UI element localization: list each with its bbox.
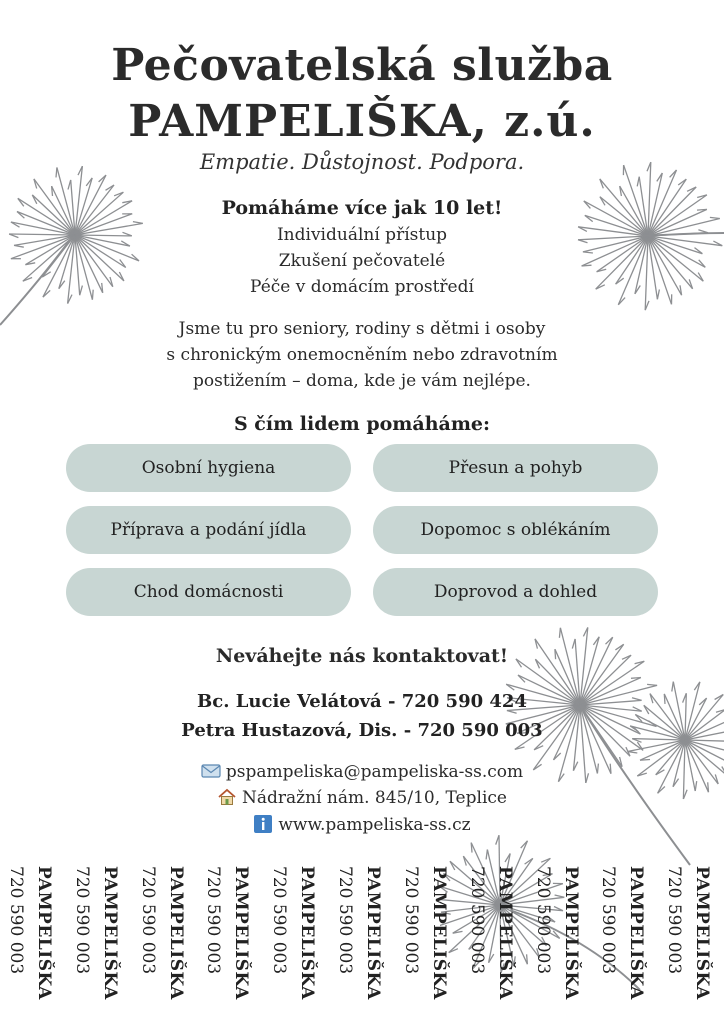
page-title-line-2: PAMPELIŠKA, z.ú. xyxy=(128,96,596,147)
tear-off-name: PAMPELIŠKA xyxy=(231,866,251,1000)
tear-off-strips xyxy=(0,862,724,1024)
web-link[interactable]: www.pampeliska-ss.cz xyxy=(278,815,471,835)
tear-off-name: PAMPELIŠKA xyxy=(297,866,317,1000)
intro-point: Péče v domácím prostředí xyxy=(250,277,474,297)
tear-off-tab[interactable] xyxy=(662,866,722,1016)
tear-off-tab[interactable] xyxy=(267,866,327,1016)
contact-person: Petra Hustazová, Dis. - 720 590 003 xyxy=(181,720,543,741)
tear-off-phone: 720 590 003 xyxy=(401,866,421,975)
info-icon xyxy=(253,815,273,833)
tear-off-name: PAMPELIŠKA xyxy=(495,866,515,1000)
description-line: postižením – doma, kde je vám nejlépe. xyxy=(193,371,531,391)
tear-off-name: PAMPELIŠKA xyxy=(100,866,120,1000)
intro-point: Zkušení pečovatelé xyxy=(278,251,446,271)
email-row xyxy=(0,762,724,782)
tear-off-tab[interactable] xyxy=(201,866,261,1016)
tear-off-name: PAMPELIŠKA xyxy=(363,866,383,1000)
service-pill: Příprava a podání jídla xyxy=(66,506,351,554)
service-pill: Dopomoc s oblékáním xyxy=(373,506,658,554)
address-row xyxy=(0,788,724,808)
intro-headline: Pomáháme více jak 10 let! xyxy=(221,197,503,219)
tear-off-phone: 720 590 003 xyxy=(138,866,158,975)
tear-off-name: PAMPELIŠKA xyxy=(34,866,54,1000)
tear-off-name: PAMPELIŠKA xyxy=(561,866,581,1000)
tear-off-name: PAMPELIŠKA xyxy=(692,866,712,1000)
service-pill: Osobní hygiena xyxy=(66,444,351,492)
description-line: Jsme tu pro seniory, rodiny s dětmi i osoby xyxy=(178,319,546,339)
tear-off-phone: 720 590 003 xyxy=(533,866,553,975)
service-pill: Chod domácnosti xyxy=(66,568,351,616)
web-row xyxy=(0,815,724,835)
tear-off-name: PAMPELIŠKA xyxy=(429,866,449,1000)
tear-off-phone: 720 590 003 xyxy=(6,866,26,975)
page-title-line-1: Pečovatelská služba xyxy=(111,40,613,91)
tear-off-name: PAMPELIŠKA xyxy=(166,866,186,1000)
tear-off-tab[interactable] xyxy=(465,866,525,1016)
contact-person: Bc. Lucie Velátová - 720 590 424 xyxy=(197,691,527,712)
service-pill: Přesun a pohyb xyxy=(373,444,658,492)
tear-off-name: PAMPELIŠKA xyxy=(626,866,646,1000)
service-pill: Doprovod a dohled xyxy=(373,568,658,616)
tear-off-phone: 720 590 003 xyxy=(598,866,618,975)
tear-off-phone: 720 590 003 xyxy=(467,866,487,975)
services-heading: S čím lidem pomáháme: xyxy=(233,413,491,435)
tear-off-tab[interactable] xyxy=(399,866,459,1016)
tear-off-phone: 720 590 003 xyxy=(72,866,92,975)
tear-off-phone: 720 590 003 xyxy=(335,866,355,975)
tear-off-phone: 720 590 003 xyxy=(664,866,684,975)
tear-off-phone: 720 590 003 xyxy=(203,866,223,975)
tear-off-tab[interactable] xyxy=(4,866,64,1016)
intro-points xyxy=(0,222,724,300)
tear-off-tab[interactable] xyxy=(333,866,393,1016)
tear-off-phone: 720 590 003 xyxy=(269,866,289,975)
envelope-icon xyxy=(201,762,221,780)
tagline: Empatie. Důstojnost. Podpora. xyxy=(199,150,525,174)
contact-heading: Neváhejte nás kontaktovat! xyxy=(215,645,509,667)
tear-off-tab[interactable] xyxy=(70,866,130,1016)
email-link[interactable]: pspampeliska@pampeliska-ss.com xyxy=(225,762,524,782)
tear-off-tab[interactable] xyxy=(531,866,591,1016)
address-text: Nádražní nám. 845/10, Teplice xyxy=(242,788,507,808)
description-line: s chronickým onemocněním nebo zdravotním xyxy=(166,345,558,365)
intro-point: Individuální přístup xyxy=(276,225,448,245)
tear-off-tab[interactable] xyxy=(596,866,656,1016)
house-icon xyxy=(217,788,237,806)
description xyxy=(0,316,724,394)
tear-off-tab[interactable] xyxy=(136,866,196,1016)
